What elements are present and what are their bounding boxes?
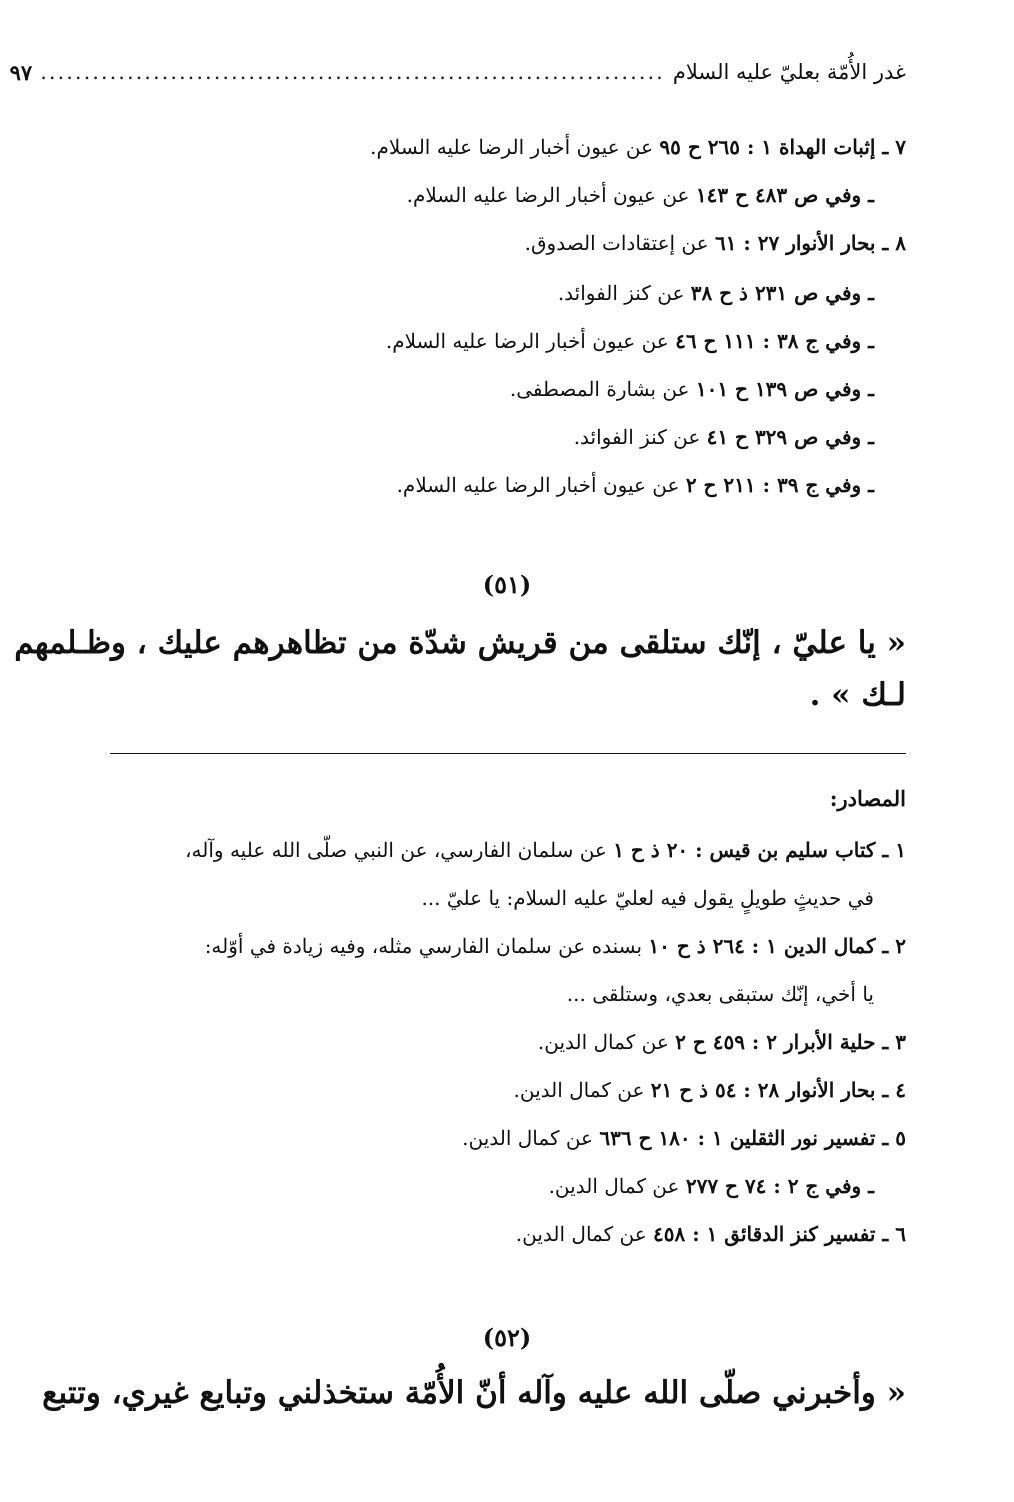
- page-number: ٩٧: [9, 59, 33, 85]
- source-line: يا أخي، إنّك ستبقى بعدي، وستلقى ...: [566, 982, 874, 1006]
- source-line: ٢ ـ كمال الدين ١ : ٢٦٤ ذ ح ١٠ بسنده عن سلمان الفارسي مثله، وفيه زيادة في أوّله:: [204, 934, 906, 958]
- reference-line: ـ وفي ص ٣٢٩ ح ٤١ عن كنز الفوائد.: [573, 425, 874, 449]
- reference-line: ٨ ـ بحار الأنوار ٢٧ : ٦١ عن إعتقادات الصدوق.: [524, 231, 906, 255]
- sources-heading: المصادر:: [829, 786, 906, 811]
- hadith-number: (٥٢): [482, 1323, 532, 1352]
- reference-line: ـ وفي ج ٣٨ : ١١١ ح ٤٦ عن عيون أخبار الرضا عليه السلام.: [385, 329, 874, 353]
- source-line: ٥ ـ تفسير نور الثقلين ١ : ١٨٠ ح ٦٣٦ عن كمال الدين.: [462, 1126, 906, 1150]
- header-dot-leader: ........................................................................: [40, 60, 665, 84]
- hadith-number: (٥١): [482, 570, 532, 599]
- running-header: [9, 52, 906, 92]
- source-line: ٦ ـ تفسير كنز الدقائق ١ : ٤٥٨ عن كمال الدين.: [515, 1222, 906, 1246]
- source-line: ـ وفي ج ٢ : ٧٤ ح ٢٧٧ عن كمال الدين.: [548, 1174, 874, 1198]
- hadith-text-line: « وأخبرني صلّى الله عليه وآله أنّ الأُمّة ستخذلني وتبايع غيري، وتتبع: [42, 1375, 906, 1411]
- footnote-divider: [110, 753, 906, 754]
- header-title: غدر الأُمّة بعليّ عليه السلام: [672, 60, 906, 84]
- hadith-text-line: لـك » .: [809, 677, 906, 713]
- reference-line: ـ وفي ص ١٣٩ ح ١٠١ عن بشارة المصطفى.: [509, 377, 874, 401]
- reference-line: ـ وفي ص ٢٣١ ذ ح ٣٨ عن كنز الفوائد.: [557, 281, 874, 305]
- source-line: في حديثٍ طويلٍ يقول فيه لعليّ عليه السلام: يا عليّ ...: [421, 886, 874, 910]
- source-line: ٤ ـ بحار الأنوار ٢٨ : ٥٤ ذ ح ٢١ عن كمال الدين.: [513, 1078, 906, 1102]
- source-line: ٣ ـ حلية الأبرار ٢ : ٤٥٩ ح ٢ عن كمال الدين.: [537, 1030, 906, 1054]
- reference-line: ٧ ـ إثبات الهداة ١ : ٢٦٥ ح ٩٥ عن عيون أخبار الرضا عليه السلام.: [370, 135, 906, 159]
- reference-line: ـ وفي ص ٤٨٣ ح ١٤٣ عن عيون أخبار الرضا عليه السلام.: [406, 183, 874, 207]
- reference-line: ـ وفي ج ٣٩ : ٢١١ ح ٢ عن عيون أخبار الرضا عليه السلام.: [396, 473, 874, 497]
- source-line: ١ ـ كتاب سليم بن قيس : ٢٠ ذ ح ١ عن سلمان الفارسي، عن النبي صلّى الله عليه وآله،: [185, 838, 906, 862]
- hadith-text-line: « يا عليّ ، إنّك ستلقى من قريش شدّة من تظاهرهم عليك ، وظـلمهم: [14, 625, 906, 661]
